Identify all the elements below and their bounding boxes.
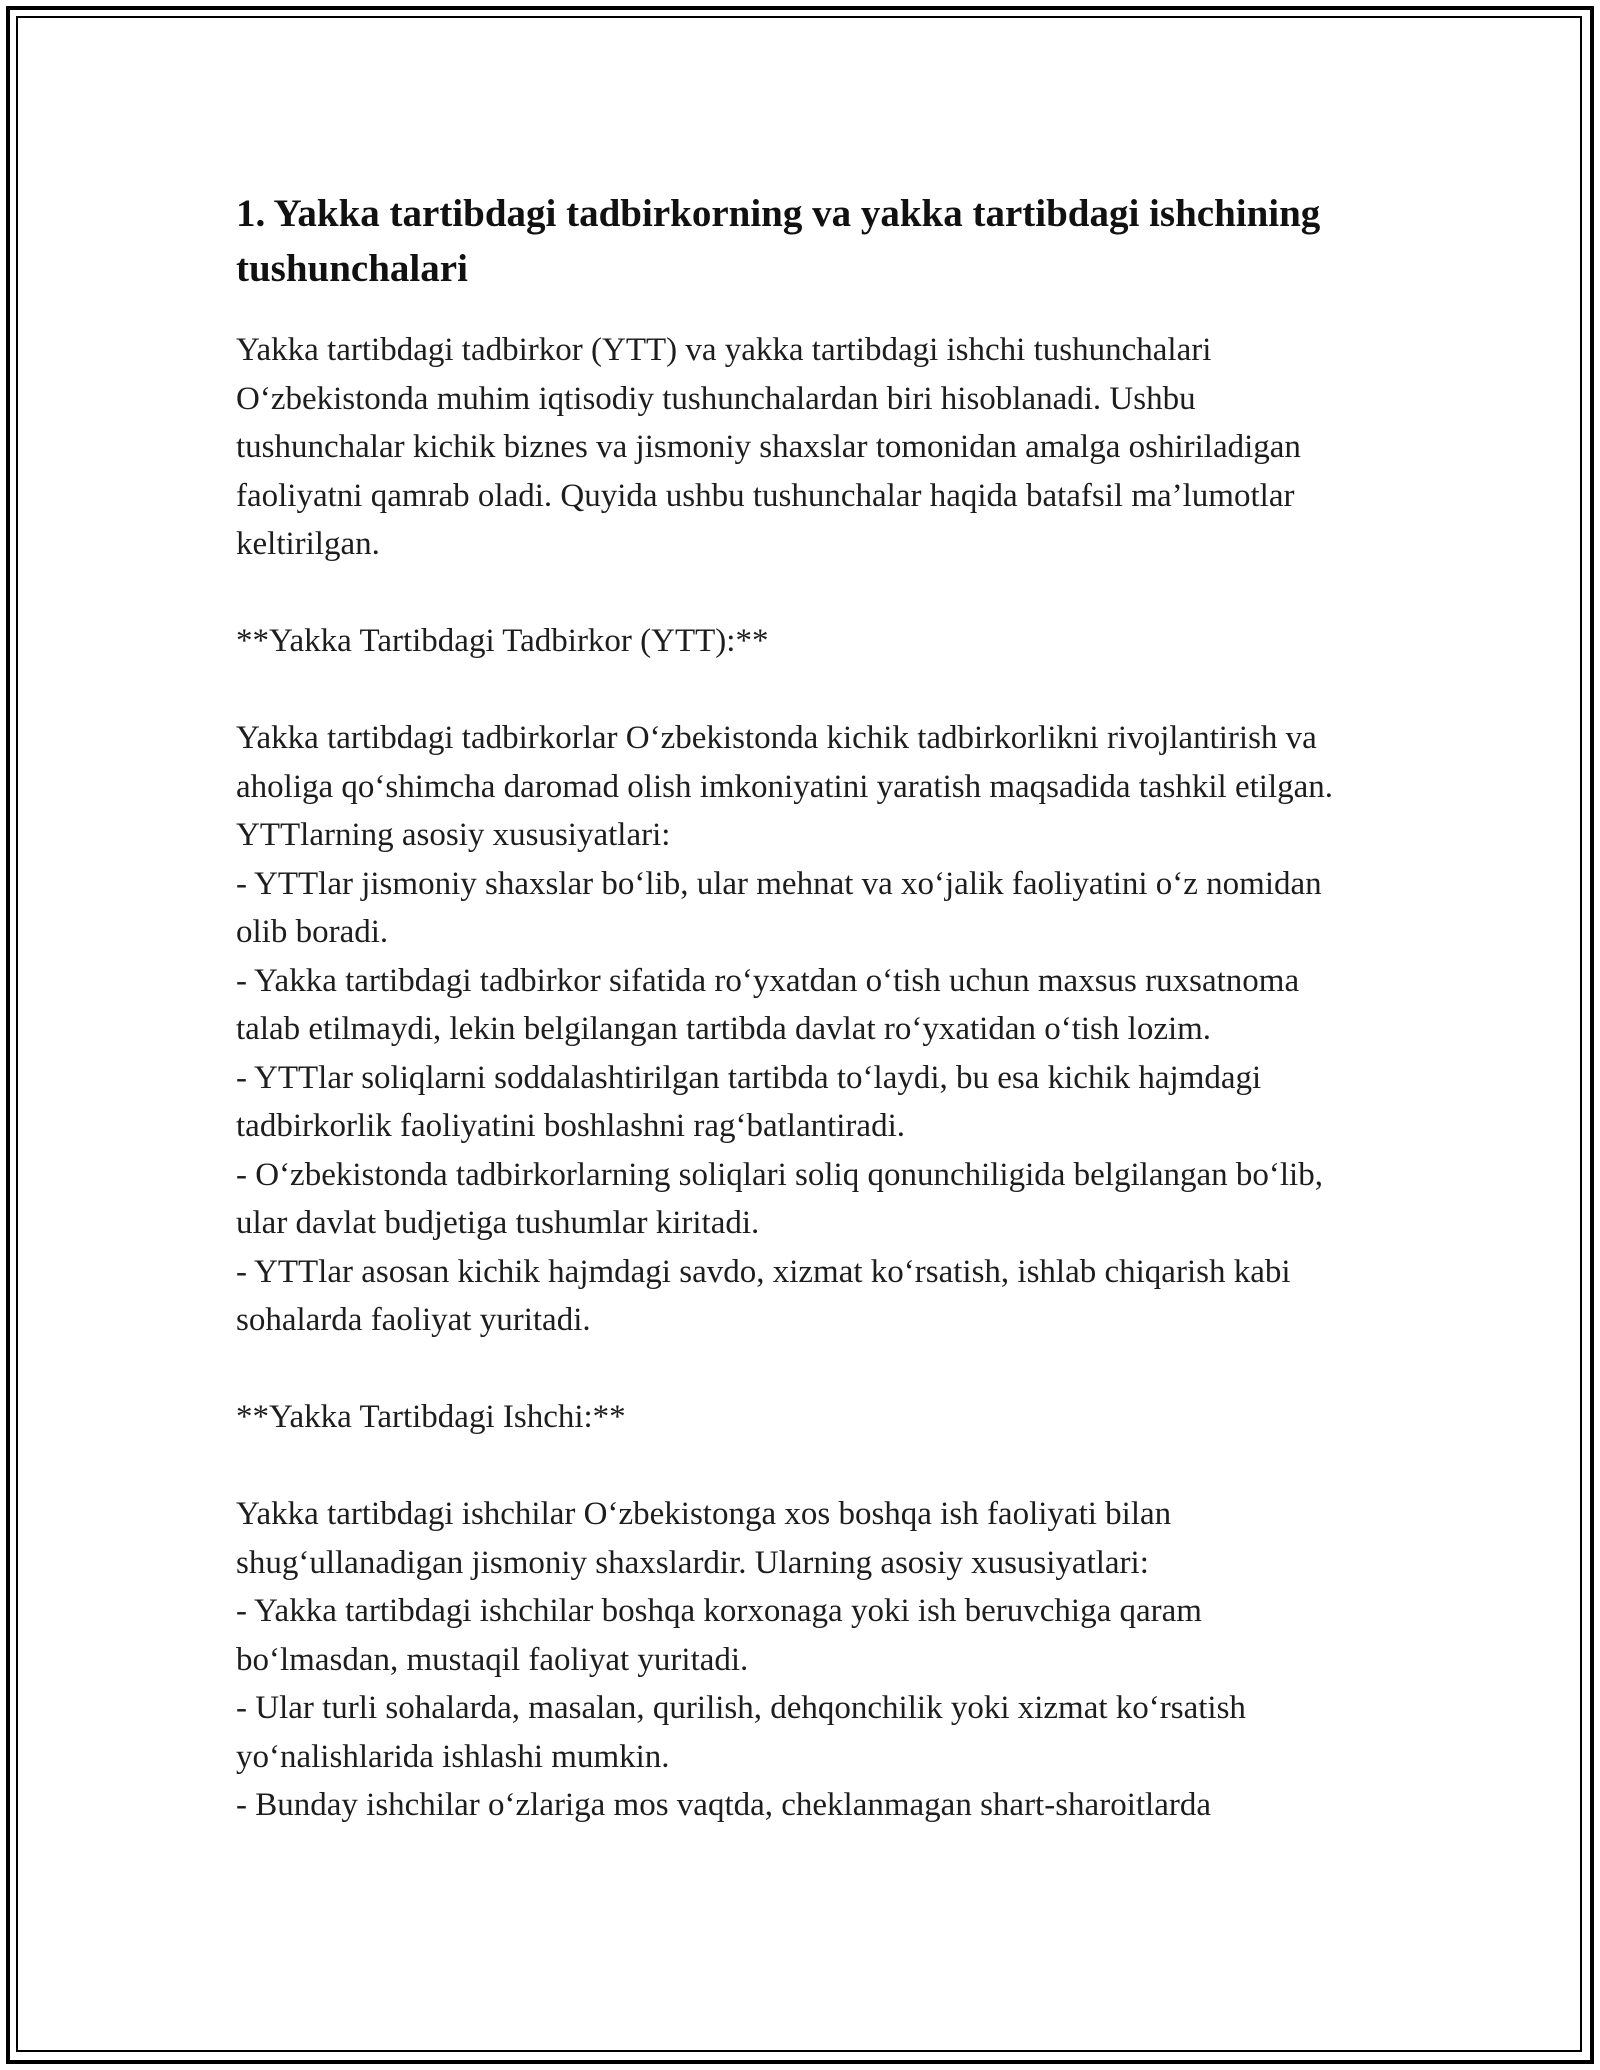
list-item: - Yakka tartibdagi ishchilar boshqa korxonaga yoki ish beruvchiga qaram bo‘lmasdan, mustaqil faoliyat yuritadi. xyxy=(236,1593,1202,1678)
intro-paragraph: Yakka tartibdagi tadbirkor (YTT) va yakka tartibdagi ishchi tushunchalari O‘zbekistonda muhim iqtisodiy tushunchalardan biri hisoblanadi. Ushbu tushunchalar kichik biznes va jismoniy shaxslar tomonidan amalga oshiriladigan faoliyatni qamrab oladi. Quyida ushbu tushunchalar haqida batafsil ma’lumotlar keltirilgan. xyxy=(236,332,1301,562)
spacer xyxy=(236,1442,1366,1491)
section-title-ishchi: **Yakka Tartibdagi Ishchi:** xyxy=(236,1399,626,1435)
list-item: - Bunday ishchilar o‘zlariga mos vaqtda, cheklanmagan shart-sharoitlarda xyxy=(236,1787,1211,1823)
section-title-ytt: **Yakka Tartibdagi Tadbirkor (YTT):** xyxy=(236,623,769,659)
section-intro-ishchi: Yakka tartibdagi ishchilar O‘zbekistonga xos boshqa ish faoliyati bilan shug‘ullanadigan jismoniy shaxslardir. Ularning asosiy xususiyatlari: xyxy=(236,1496,1172,1581)
document-body xyxy=(236,186,1366,1830)
spacer xyxy=(236,1345,1366,1394)
spacer xyxy=(236,666,1366,715)
list-item: - O‘zbekistonda tadbirkorlarning soliqlari soliq qonunchiligida belgilangan bo‘lib, ular davlat budjetiga tushumlar kiritadi. xyxy=(236,1156,1323,1241)
section-intro-ytt: Yakka tartibdagi tadbirkorlar O‘zbekistonda kichik tadbirkorlikni rivojlantirish va aholiga qo‘shimcha daromad olish imkoniyatini yaratish maqsadida tashkil etilgan. YTTlarning asosiy xususiyatlari: xyxy=(236,720,1334,853)
spacer xyxy=(236,569,1366,618)
document-heading: 1. Yakka tartibdagi tadbirkorning va yakka tartibdagi ishchining tushunchalari xyxy=(236,192,1321,290)
list-item: - YTTlar soliqlarni soddalashtirilgan tartibda to‘laydi, bu esa kichik hajmdagi tadbirkorlik faoliyatini boshlashni rag‘batlantiradi. xyxy=(236,1059,1262,1144)
list-item: - YTTlar jismoniy shaxslar bo‘lib, ular mehnat va xo‘jalik faoliyatini o‘z nomidan olib boradi. xyxy=(236,865,1322,950)
list-item: - Yakka tartibdagi tadbirkor sifatida ro‘yxatdan o‘tish uchun maxsus ruxsatnoma talab etilmaydi, lekin belgilangan tartibda davlat ro‘yxatidan o‘tish lozim. xyxy=(236,962,1300,1047)
list-item: - YTTlar asosan kichik hajmdagi savdo, xizmat ko‘rsatish, ishlab chiqarish kabi sohalarda faoliyat yuritadi. xyxy=(236,1253,1291,1338)
list-item: - Ular turli sohalarda, masalan, qurilish, dehqonchilik yoki xizmat ko‘rsatish yo‘nalishlarida ishlashi mumkin. xyxy=(236,1690,1246,1775)
